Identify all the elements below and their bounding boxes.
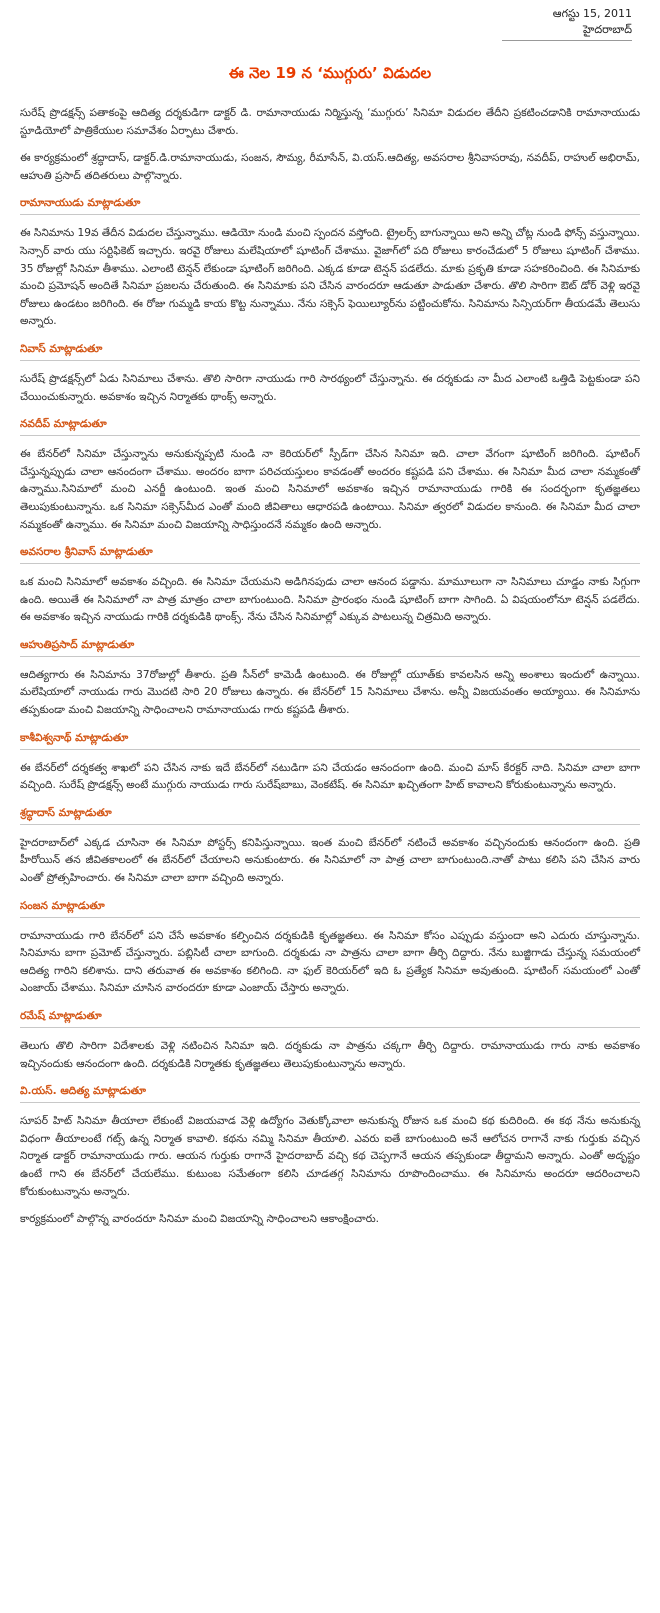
speaker-section [20,416,640,534]
speaker-section [20,544,640,627]
intro-paragraph: సురేష్ ప్రొడక్షన్స్ పతాకంపై ఆదిత్య దర్శకుడిగా డాక్టర్ డి. రామానాయుడు నిర్మిస్తున్న ‘ముగ్గురు’ సినిమా విడుదల తేదీని ప్రకటించడానికి రామానాయుడు స్టూడియోలో పాత్రికేయుల సమావేశం ఏర్పాటు చేశారు. [20,107,640,137]
speaker-quote: సూపర్ హిట్ సినిమా తీయాలా లేకుంటే విజయవాడ వెళ్లి ఉద్యోగం వెతుక్కోవాలా అనుకున్న రోజున ఒక మంచి కథ కుదిరింది. ఈ కథ నేను అనుకున్న విధంగా తీయాలంటే గట్స్ ఉన్న నిర్మాత కావాలి. కథను నమ్మి సినిమా తీయాలి. ఎవరు ఐతే బాగుంటుంది అనే ఆలోచన రాగానే నాకు గుర్తుకు వచ్చిన నిర్మాత డాక్టర్ రామానాయుడు గారు. ఆయన గుర్తుకు రాగానే హైదరాబాద్ వచ్చి కథ చెప్పగానే ఆయన తప్పకుండా తీద్దామని అన్నారు. ఎంతో అదృష్టం ఉంటే గాని ఈ బేనర్‌లో చేయలేము. కుటుంబ సమేతంగా కలిసి చూడతగ్గ సినిమాను రూపొందించాము. ఈ సినిమాను అందరూ ఆదరించాలని కోరుకుంటున్నాను అన్నారు. [20,1115,640,1198]
speaker-section [20,341,640,406]
speaker-section [20,805,640,888]
speaker-heading [20,898,640,918]
speaker-divider [20,563,640,564]
speaker-section [20,1083,640,1201]
speaker-section [20,637,640,720]
speaker-heading-label: ఆహుతిప్రసాద్ మాట్లాడుతూ [20,638,135,651]
speaker-section [20,898,640,998]
closing-paragraph: కార్యక్రమంలో పాల్గొన్న వారందరూ సినిమా మంచి విజయాన్ని సాధించాలని ఆకాంక్షించారు. [20,1213,380,1226]
dateline-divider [502,40,632,41]
speaker-quote: రామానాయుడు గారి బేనర్‌లో పని చేసే అవకాశం కల్పించిన దర్శకుడికి కృతజ్ఞతలు. ఈ సినిమా కోసం ఎప్పుడు వస్తుందా అని ఎదురు చూస్తున్నాను. సినిమాను బాగా ప్రమోట్ చేస్తున్నారు. పబ్లిసిటీ చాలా బాగుంది. దర్శకుడు నా పాత్రను చాలా బాగా తీర్చి దిద్దారు. నేను బుజ్జిగాడు చేస్తున్న సమయంలో ఆదిత్య గారిని కలిశాను. దాని తరువాత ఈ అవకాశం కలిగింది. నా ఫుల్ కెరియర్‌లో ఇది ఓ ప్రత్యేక సినిమా అవుతుంది. షూటింగ్ సమయంలో ఎంతో ఎంజాయ్ చేశాము. సినిమా చూసిన వారందరూ కూడా ఎంజాయ్ చేస్తారు అన్నారు. [20,929,640,995]
speaker-divider [20,360,640,361]
speaker-divider [20,214,640,215]
speaker-heading-label: రమేష్ మాట్లాడుతూ [20,1010,102,1022]
speaker-divider [20,435,640,436]
speaker-heading-label: సంజన మాట్లాడుతూ [20,899,105,912]
speaker-divider [20,1027,640,1028]
speaker-heading-label: నివాస్ మాట్లాడుతూ [20,342,103,355]
speaker-heading [20,1008,640,1028]
intro-paragraph: ఈ కార్యక్రమంలో శ్రద్ధాదాస్, డాక్టర్.డి.రామానాయుడు, సంజన, సౌమ్య, రీమాసేన్, వి.యస్.ఆదిత్య, అవసరాల శ్రీనివాసరావు, నవదీప్, రాహుల్ అభిరామ్, ఆహుతి ప్రసాద్ తదితరులు పాల్గొన్నారు. [20,152,640,182]
speaker-heading [20,544,640,564]
speaker-divider [20,1102,640,1103]
speaker-divider [20,749,640,750]
release-city: హైదరాబాద్ [583,23,632,36]
speaker-heading [20,341,640,361]
speaker-heading-label: నవదీప్ మాట్లాడుతూ [20,418,107,431]
speaker-quote: సురేష్ ప్రొడక్షన్స్‌లో ఏడు సినిమాలు చేశాను. తొలి సారిగా నాయుడు గారి సారథ్యంలో చేస్తున్నాను. ఈ దర్శకుడు నా మీద ఎలాంటి ఒత్తిడి పెట్టకుండా పని చేయించుకున్నారు. అవకాశం ఇచ్చిన నిర్మాతకు థాంక్స్ అన్నారు. [20,372,640,403]
speaker-quote: తెలుగు తొలి సారిగా విదేశాలకు వెళ్లి నటించిన సినిమా ఇది. దర్శకుడు నా పాత్రను చక్కగా తీర్చి దిద్దారు. రామానాయుడు గారు నాకు అవకాశం ఇచ్చినందుకు ఆనందంగా ఉంది. దర్శకుడికి నిర్మాతకు కృతజ్ఞతలు తెలుపుకుంటున్నాను అన్నారు. [20,1040,640,1070]
speaker-quote: ఈ సినిమాను 19వ తేదీన విడుదల చేస్తున్నాము. ఆడియో నుండి మంచి స్పందన వస్తోంది. ట్రైలర్స్ బాగున్నాయి అని అన్ని చోట్ల నుండి ఫోన్స్ వస్తున్నాయి. సెన్సార్ వారు యు సర్టిఫికెట్ ఇచ్చారు. ఇరవై రోజులు మలేషియాలో షూటింగ్ చేశాము. వైజాగ్‌లో పది రోజులు కారంచేడులో 5 రోజులు షూటింగ్ చేశాము. 35 రోజుల్లో సినిమా తీశాము. ఎలాంటి టెన్షన్ లేకుండా షూటింగ్ జరిగింది. ఎక్కడ కూడా టెన్షన్ పడలేదు. మాకు ప్రకృతి కూడా సహకరించింది. ఈ సినిమాకు మంచి ప్రమోషన్ అందితే సినిమా ప్రజలను చేరుతుంది. ఈ సినిమాకు పని చేసిన వారందరూ ఆడుతూ పాడుతూ చేశారు. తొలి సారిగా ఔట్ డోర్ వెళ్లి ఇరవై రోజులు ఉండటం జరిగింది. ఈ రోజు గుమ్మడి కాయ కొట్ట నున్నాము. నేను సక్సెస్ ఫెయిల్యూర్‌ను పట్టించుకోను. సినిమాను సిన్సియర్‌గా తీయడమే తెలుసు అన్నారు. [20,227,640,328]
speaker-heading-label: వి.యస్. ఆదిత్య మాట్లాడుతూ [20,1085,147,1098]
page-title: ఈ నెల 19 న ‘ముగ్గురు’ విడుదల [228,64,432,82]
speaker-quote: ఒక మంచి సినిమాలో అవకాశం వచ్చింది. ఈ సినిమా చేయమని అడిగినపుడు చాలా ఆనంద పడ్డాను. మామూలుగా నా సినిమాలు చూడ్డం నాకు సిగ్గుగా ఉంది. అయితే ఈ సినిమాలో నా పాత్ర మాత్రం చాలా బాగుంటుంది. సినిమా ప్రారంభం నుండి షూటింగ్ బాగా సాగింది. ఏ విషయంలోనూ టెన్షన్ పడలేదు. ఈ అవకాశం ఇచ్చిన నాయుడు గారికి దర్శకుడికి థాంక్స్. నేను చేసిన సినిమాల్లో ఎక్కువ పాటలున్న చిత్రమిది అన్నారు. [20,576,640,624]
speaker-section [20,730,640,795]
speaker-heading [20,195,640,215]
speaker-heading-label: కాశీవిశ్వనాథ్ మాట్లాడుతూ [20,731,129,744]
speaker-section [20,195,640,331]
speaker-quote: ఆదిత్యగారు ఈ సినిమాను 37రోజుల్లో తీశారు. ప్రతి సీన్‌లో కామెడీ ఉంటుంది. ఈ రోజుల్లో యూత్‌కు కావలసిన అన్ని అంశాలు ఇందులో ఉన్నాయి. మలేషియాలో నాయుడు గారు మొదటి సారి 20 రోజులు ఉన్నారు. ఈ బేనర్‌లో 15 సినిమాలు చేశాను. అన్నీ విజయవంతం అయ్యాయి. ఈ సినిమాను తప్పకుండా మంచి విజయాన్ని సాధించాలని రామానాయుడు గారు కష్టపడి తీశారు. [20,668,640,717]
speaker-heading-label: శ్రద్ధాదాస్ మాట్లాడుతూ [20,806,112,819]
speaker-heading [20,730,640,750]
speaker-quote: ఈ బేనర్‌లో దర్శకత్వ శాఖలో పని చేసిన నాకు ఇదే బేనర్‌లో నటుడిగా పని చేయడం ఆనందంగా ఉంది. మంచి మాస్ కేరక్టర్ నాది. సినిమా చాలా బాగా వచ్చింది. సురేష్ ప్రొడక్షన్స్ అంటే ముగ్గురు నాయుడు గారు సురేష్‌బాబు, వెంకటేష్. ఈ సినిమా ఖచ్చితంగా హిట్ కావాలని కోరుకుంటున్నాను అన్నారు. [20,761,640,792]
speaker-divider [20,824,640,825]
speaker-heading [20,1083,640,1103]
speaker-section [20,1008,640,1073]
speaker-heading [20,416,640,436]
speaker-heading-label: రామానాయుడు మాట్లాడుతూ [20,197,141,210]
speaker-quote: హైదరాబాద్‌లో ఎక్కడ చూసినా ఈ సినిమా పోస్టర్స్ కనిపిస్తున్నాయి. ఇంత మంచి బేనర్‌లో నటించే అవకాశం వచ్చినందుకు ఆనందంగా ఉంది. ప్రతి హీరోయిన్ తన జీవితకాలంలో ఈ బేనర్‌లో చేయాలని అనుకుంటారు. ఈ సినిమాలో నా పాత్ర చాలా బాగుంటుంది.నాతో పాటు కలిసి పని చేసిన వారు ఎంతో ప్రోత్సహించారు. ఈ సినిమా చాలా బాగా వచ్చింది అన్నారు. [20,836,640,885]
speaker-heading [20,805,640,825]
speaker-heading-label: అవసరాల శ్రీనివాస్ మాట్లాడుతూ [20,546,153,559]
speaker-divider [20,656,640,657]
release-date: ఆగస్టు 15, 2011 [552,7,632,20]
speaker-heading [20,637,640,657]
dateline [20,6,640,41]
speaker-divider [20,917,640,918]
speaker-quote: ఈ బేనర్‌లో సినిమా చేస్తున్నాను అనుకున్నప్పటి నుండి నా కెరియర్‌లో స్పీడ్‌గా చేసిన సినిమా ఇది. చాలా వేగంగా షూటింగ్ జరిగింది. షూటింగ్ చేస్తున్నప్పుడు చాలా ఆనందంగా చేశాము. అందరం బాగా పరిచయస్తులం కావడంతో అందరం కష్టపడి పని చేశాము. ఈ సినిమా మీద చాలా నమ్మకంతో ఉన్నాము.సినిమాలో మంచి ఎనర్జీ ఉంటుంది. ఇంత మంచి సినిమాలో అవకాశం ఇచ్చిన రామానాయుడు గారికి ఈ సందర్భంగా కృతజ్ఞతలు తెలుపుకుంటున్నాను. ఒక సినిమా సక్సెస్‌మీద ఎంతో మంది జీవితాలు ఆధారపడి ఉంటాయి. సినిమా త్వరలో విడుదల కానుంది. ఈ సినిమా మీద చాలా నమ్మకంతో ఉన్నాము. ఈ సినిమా మంచి విజయాన్ని సాధిస్తుందనే నమ్మకం ఉంది అన్నారు. [20,448,640,531]
